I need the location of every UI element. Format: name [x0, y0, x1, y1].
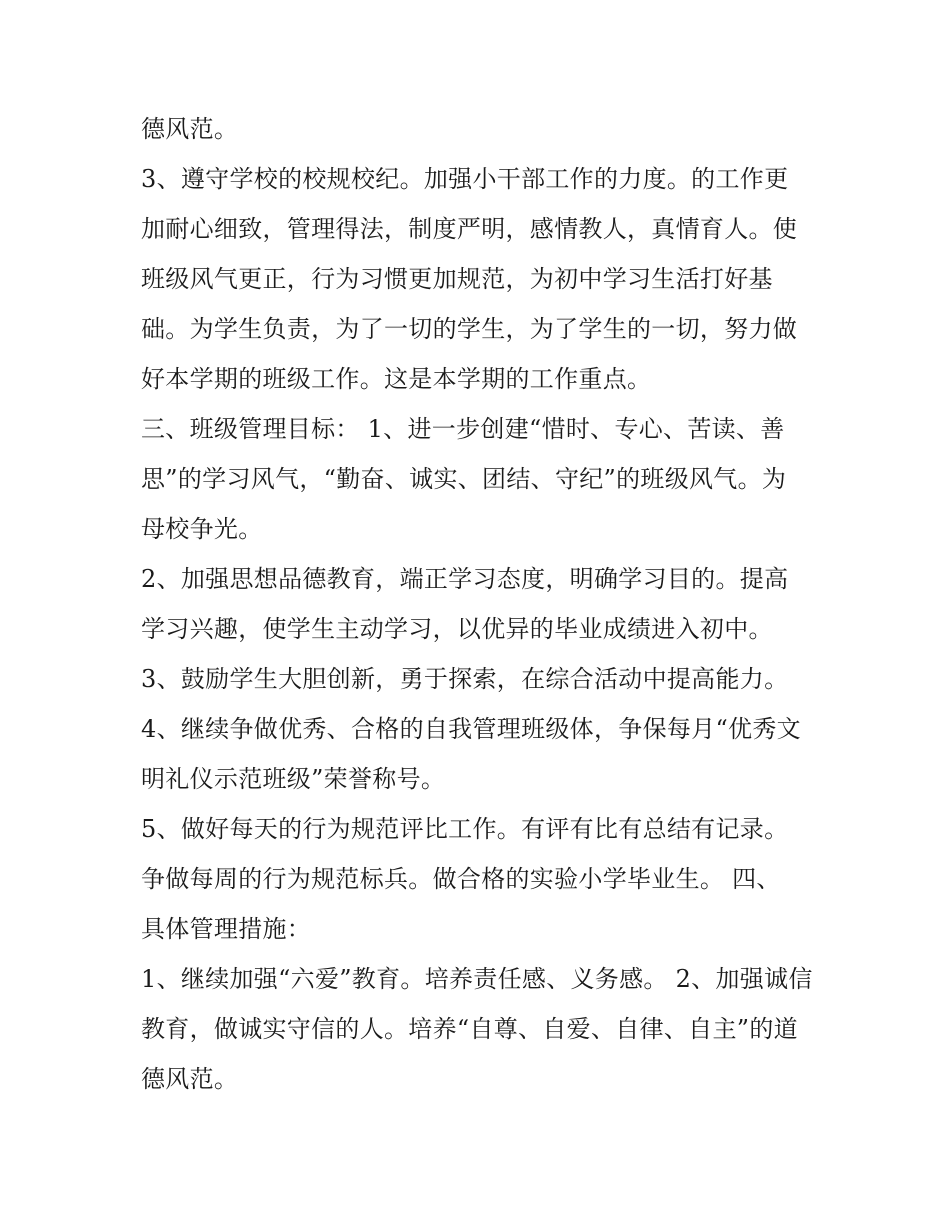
- text-line: 2、加强思想品德教育，端正学习态度，明确学习目的。提高: [141, 565, 789, 593]
- text-line: 母校争光。: [141, 515, 263, 543]
- paragraph-management-goals: [141, 404, 821, 554]
- paragraph-continuation: [141, 104, 821, 154]
- paragraph-item-3-discipline: [141, 154, 821, 404]
- text-line: 具体管理措施：: [141, 915, 312, 943]
- text-line: 加耐心细致，管理得法，制度严明，感情教人，真情育人。使: [141, 215, 798, 243]
- paragraph-goal-5: [141, 804, 821, 954]
- text-line: 好本学期的班级工作。这是本学期的工作重点。: [141, 365, 652, 393]
- text-line: 班级风气更正，行为习惯更加规范，为初中学习生活打好基: [141, 265, 773, 293]
- text-line: 教育，做诚实守信的人。培养“自尊、自爱、自律、自主”的道: [141, 1015, 798, 1043]
- text-line: 德风范。: [141, 1065, 239, 1093]
- text-line: 础。为学生负责，为了一切的学生，为了学生的一切，努力做: [141, 315, 798, 343]
- text-line: 3、遵守学校的校规校纪。加强小干部工作的力度。的工作更: [141, 165, 789, 193]
- paragraph-goal-4: [141, 704, 821, 804]
- text-line: 学习兴趣，使学生主动学习，以优异的毕业成绩进入初中。: [141, 615, 773, 643]
- paragraph-goal-3: [141, 654, 821, 704]
- document-body: [141, 104, 821, 1104]
- text-line: 3、鼓励学生大胆创新，勇于探索，在综合活动中提高能力。: [141, 665, 789, 693]
- paragraph-goal-2: [141, 554, 821, 654]
- text-line: 4、继续争做优秀、合格的自我管理班级体，争保每月“优秀文: [141, 715, 801, 743]
- text-line: 5、做好每天的行为规范评比工作。有评有比有总结有记录。: [141, 815, 789, 843]
- text-line: 1、继续加强“六爱”教育。培养责任感、义务感。 2、加强诚信: [141, 965, 813, 993]
- paragraph-measures: [141, 954, 821, 1104]
- text-line: 德风范。: [141, 115, 239, 143]
- text-line: 三、班级管理目标： 1、进一步创建“惜时、专心、苦读、善: [141, 415, 785, 443]
- text-line: 明礼仪示范班级”荣誉称号。: [141, 765, 446, 793]
- text-line: 思”的学习风气，“勤奋、诚实、团结、守纪”的班级风气。为: [141, 465, 787, 493]
- text-line: 争做每周的行为规范标兵。做合格的实验小学毕业生。 四、: [141, 865, 781, 893]
